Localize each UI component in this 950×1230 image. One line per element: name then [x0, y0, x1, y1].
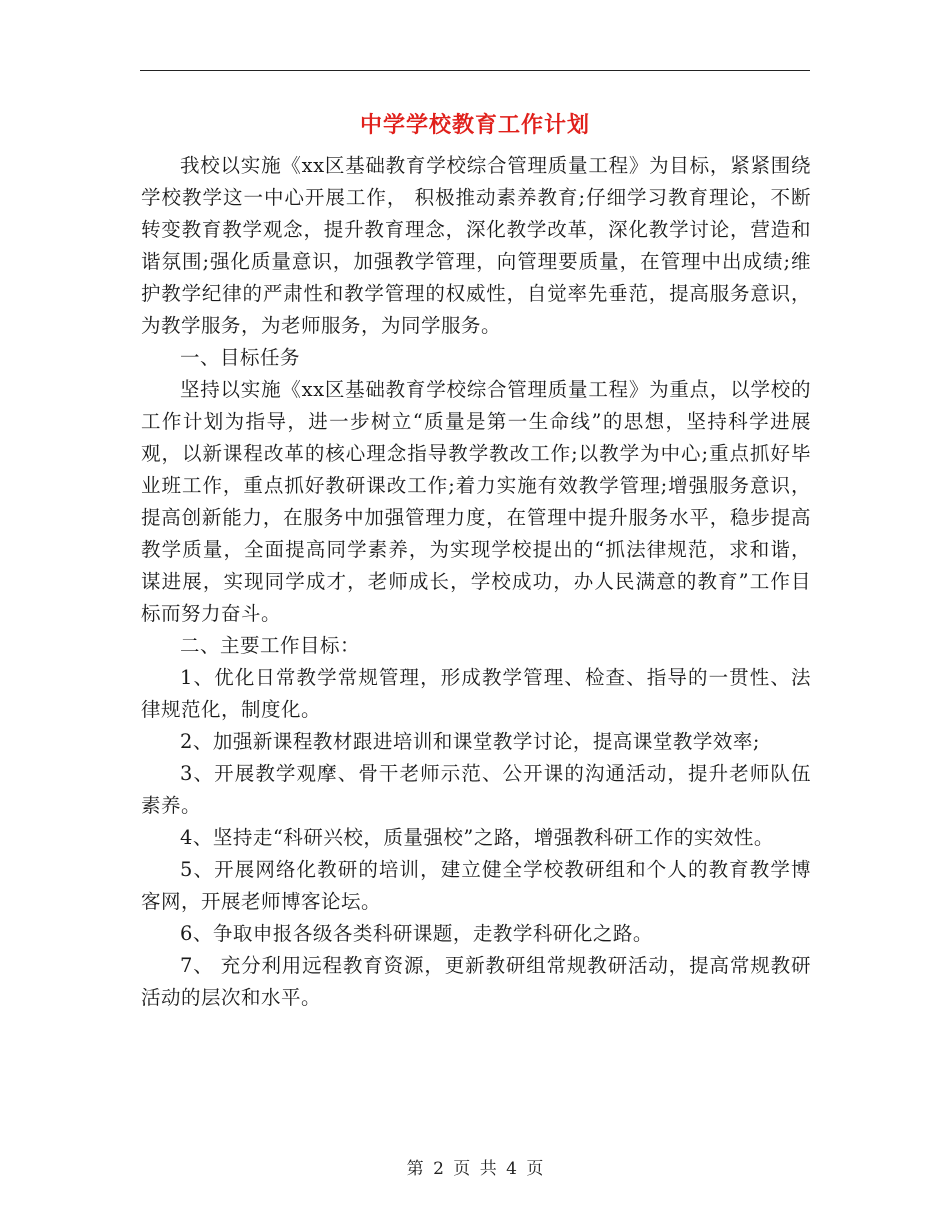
intro-paragraph: 我校以实施《xx区基础教育学校综合管理质量工程》为目标，紧紧围绕学校教学这一中心开展工作， 积极推动素养教育;仔细学习教育理论，不断转变教育教学观念，提升教育理念，深化教学改革，深化教学讨论，营造和谐氛围;强化质量意识，加强教学管理，向管理要质量，在管理中出成绩;维护教学纪律的严肃性和教学管理的权威性，自觉率先垂范，提高服务意识，为教学服务，为老师服务，为同学服务。	[141, 154, 811, 337]
list-item: 2、加强新课程教材跟进培训和课堂教学讨论，提高课堂教学效率;	[180, 730, 760, 753]
list-item: 1、优化日常教学常规管理，形成教学管理、检查、指导的一贯性、法律规范化，制度化。	[141, 666, 811, 721]
list-item: 3、开展教学观摩、骨干老师示范、公开课的沟通活动，提升老师队伍素养。	[141, 762, 811, 817]
page-number-footer: 第 2 页 共 4 页	[406, 1159, 544, 1179]
document-title: 中学学校教育工作计划	[359, 112, 590, 138]
section-heading-goals: 一、目标任务	[180, 346, 301, 369]
list-item: 5、开展网络化教研的培训，建立健全学校教研组和个人的教育教学博客网，开展老师博客论坛。	[141, 858, 811, 913]
section-heading-main-goals: 二、主要工作目标：	[180, 634, 361, 657]
header-rule	[140, 70, 810, 71]
document-body	[141, 150, 811, 1014]
list-item: 7、 充分利用远程教育资源，更新教研组常规教研活动，提高常规教研活动的层次和水平。	[141, 954, 811, 1009]
list-item: 4、坚持走“科研兴校，质量强校”之路，增强教科研工作的实效性。	[180, 826, 774, 849]
list-item: 6、争取申报各级各类科研课题，走教学科研化之路。	[180, 922, 653, 945]
goals-paragraph: 坚持以实施《xx区基础教育学校综合管理质量工程》为重点，以学校的工作计划为指导，进一步树立“质量是第一生命线”的思想，坚持科学进展观，以新课程改革的核心理念指导教学教改工作;以教学为中心;重点抓好毕业班工作，重点抓好教研课改工作;着力实施有效教学管理;增强服务意识，提高创新能力，在服务中加强管理力度，在管理中提升服务水平，稳步提高教学质量，全面提高同学素养，为实现学校提出的“抓法律规范，求和谐，谋进展，实现同学成才，老师成长，学校成功，办人民满意的教育”工作目标而努力奋斗。	[141, 378, 811, 625]
